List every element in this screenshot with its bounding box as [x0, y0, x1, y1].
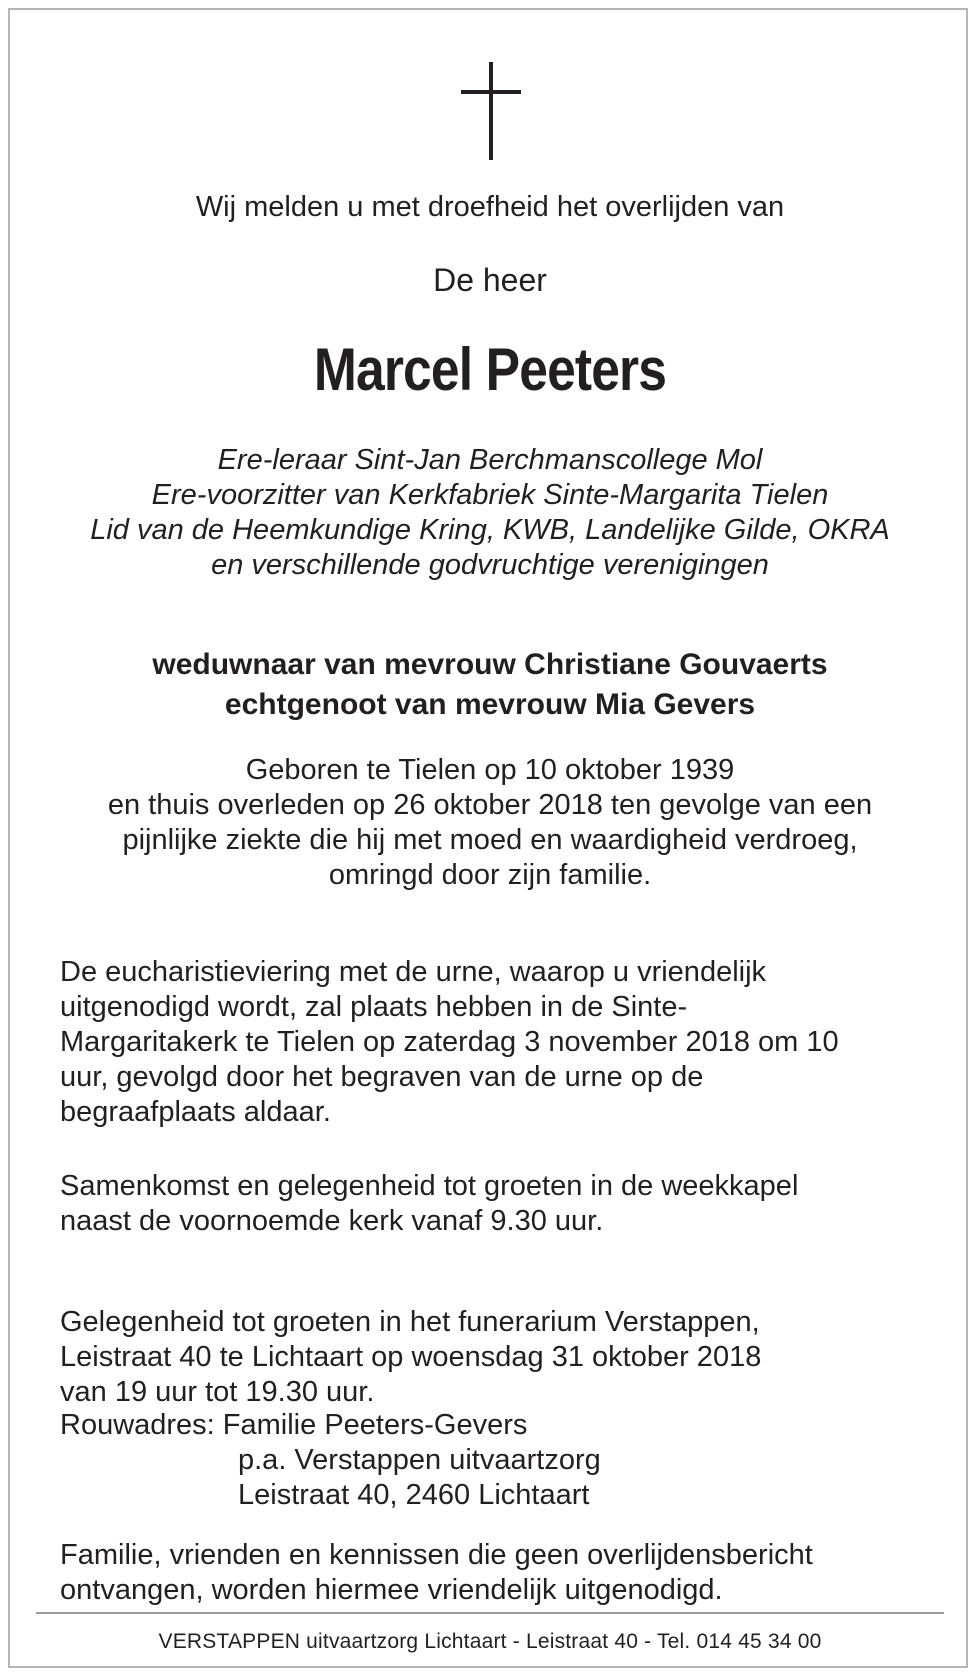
ceremony-line: uitgenodigd wordt, zal plaats hebben in de Sinte- [60, 991, 688, 1023]
ceremony-paragraph [60, 955, 940, 1130]
gathering-line: Samenkomst en gelegenheid tot groeten in de weekkapel [60, 1170, 799, 1202]
footer-divider [36, 1612, 944, 1614]
role-line: Ere-voorzitter van Kerkfabriek Sinte-Margarita Tielen [151, 479, 829, 511]
intro-text: Wij melden u met droefheid het overlijden van [195, 191, 785, 223]
relations-block [20, 645, 960, 725]
address-line: p.a. Verstappen uitvaartzorg [238, 1444, 601, 1476]
role-line: Lid van de Heemkundige Kring, KWB, Landelijke Gilde, OKRA [90, 514, 890, 546]
ceremony-line: begraafplaats aldaar. [60, 1096, 331, 1128]
gathering-line: naast de voornoemde kerk vanaf 9.30 uur. [60, 1205, 604, 1237]
birth-death-line: Geboren te Tielen op 10 oktober 1939 [245, 754, 735, 786]
roles-block [20, 443, 960, 583]
ceremony-line: Margaritakerk te Tielen op zaterdag 3 november 2018 om 10 [60, 1026, 839, 1058]
funerarium-line: Gelegenheid tot groeten in het funerarium Verstappen, [60, 1306, 760, 1338]
cross-vertical-bar [489, 62, 493, 160]
birth-death-block [20, 753, 960, 893]
ceremony-line: De eucharistieviering met de urne, waarop u vriendelijk [60, 956, 767, 988]
funerarium-line: van 19 uur tot 19.30 uur. [60, 1376, 375, 1408]
cross-icon [461, 62, 521, 160]
cross-horizontal-bar [461, 90, 521, 94]
address-line: Leistraat 40, 2460 Lichtaart [238, 1479, 590, 1511]
deceased-name: Marcel Peeters [313, 336, 667, 403]
birth-death-line: pijnlijke ziekte die hij met moed en waardigheid verdroeg, [122, 824, 858, 856]
funerarium-paragraph [60, 1305, 940, 1410]
relation-line: weduwnaar van mevrouw Christiane Gouvaerts [152, 648, 828, 681]
relation-line: echtgenoot van mevrouw Mia Gevers [224, 688, 756, 721]
gathering-paragraph [60, 1169, 940, 1239]
role-line: en verschillende godvruchtige verenigingen [211, 549, 769, 581]
mourning-address [60, 1408, 940, 1513]
invitation-paragraph [60, 1538, 940, 1608]
funeral-home-footer: VERSTAPPEN uitvaartzorg Lichtaart - Leistraat 40 - Tel. 014 45 34 00 [158, 1630, 822, 1653]
ceremony-line: uur, gevolgd door het begraven van de urne op de [60, 1061, 704, 1093]
role-line: Ere-leraar Sint-Jan Berchmanscollege Mol [217, 444, 763, 476]
address-first-line: Rouwadres: Familie Peeters-Gevers [60, 1409, 528, 1441]
birth-death-line: omringd door zijn familie. [328, 859, 652, 891]
invitation-line: ontvangen, worden hiermee vriendelijk uitgenodigd. [60, 1574, 723, 1606]
funerarium-line: Leistraat 40 te Lichtaart op woensdag 31 oktober 2018 [60, 1341, 762, 1373]
birth-death-line: en thuis overleden op 26 oktober 2018 ten gevolge van een [107, 789, 873, 821]
honorific: De heer [433, 262, 547, 298]
invitation-line: Familie, vrienden en kennissen die geen overlijdensbericht [60, 1539, 813, 1571]
